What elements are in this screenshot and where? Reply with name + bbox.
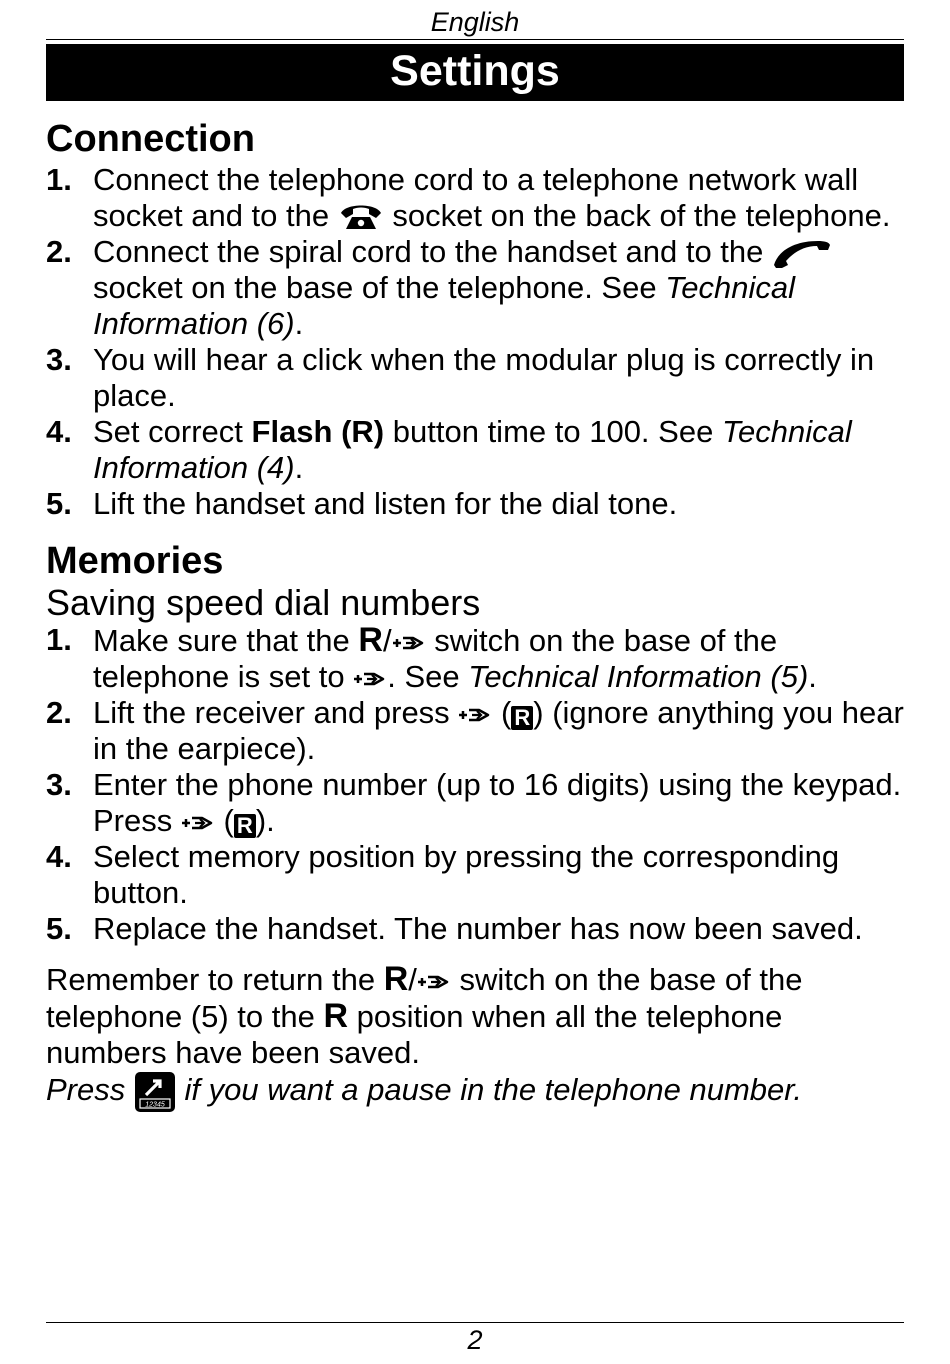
- list-item: [46, 695, 904, 767]
- page-number: 2: [467, 1325, 483, 1355]
- note-text: position when all the telephone numbers have been saved.: [46, 999, 783, 1070]
- step-number: 5.: [46, 911, 72, 946]
- step-text: (: [500, 695, 512, 730]
- step-text: socket on the base of the telephone. See: [93, 270, 657, 305]
- cross-reference: Technical Information (6): [93, 270, 796, 341]
- note-text: switch on the base of the telephone (5) to the: [46, 962, 803, 1034]
- note-text: if you want a pause in the telephone number.: [184, 1072, 803, 1108]
- handset-icon: [772, 239, 832, 269]
- note-text: Press: [46, 1072, 126, 1108]
- header-rule: [46, 39, 904, 40]
- step-text: Connect the telephone cord to a telephone network wall socket and to the: [93, 162, 859, 233]
- memories-steps: [46, 622, 904, 947]
- step-text: Select memory position by pressing the corresponding button.: [93, 839, 840, 910]
- list-item: [46, 162, 904, 234]
- step-number: 4.: [46, 414, 72, 449]
- step-number: 2.: [46, 234, 72, 269]
- list-item: [46, 342, 904, 414]
- step-text: Lift the handset and listen for the dial tone.: [93, 486, 678, 521]
- memory-arrow-icon: [181, 811, 215, 835]
- pause-key-label: 12345: [145, 1101, 165, 1109]
- step-text: ) (ignore anything you hear in the earpiece).: [93, 695, 904, 766]
- step-text: Replace the handset. The number has now been saved.: [93, 911, 863, 946]
- step-number: 3.: [46, 767, 72, 802]
- note-text: Remember to return the: [46, 962, 376, 997]
- step-text: button time to 100. See: [392, 414, 714, 449]
- slash: /: [382, 623, 392, 658]
- step-number: 1.: [46, 162, 72, 197]
- r-letter-icon: R: [383, 960, 409, 998]
- step-text: switch on the base of the telephone is set to: [93, 623, 778, 694]
- punctuation: .: [808, 659, 817, 694]
- language-label: English: [430, 7, 520, 37]
- step-text: Connect the spiral cord to the handset and to the: [93, 234, 764, 269]
- connection-section: [46, 116, 904, 522]
- pause-key-icon: [134, 1071, 176, 1113]
- step-number: 3.: [46, 342, 72, 377]
- list-item: [46, 839, 904, 911]
- punctuation: .: [294, 306, 304, 341]
- step-number: 1.: [46, 622, 72, 657]
- step-text: Set correct: [93, 414, 243, 449]
- memory-arrow-icon: [417, 970, 451, 994]
- step-text: Lift the receiver and press: [93, 695, 450, 730]
- remember-note: [46, 961, 904, 1071]
- list-item: [46, 486, 904, 522]
- list-item: [46, 414, 904, 486]
- telephone-socket-icon: [338, 203, 384, 233]
- memory-arrow-icon: [353, 667, 387, 691]
- r-key-icon: R: [234, 814, 256, 838]
- memories-section: [46, 538, 904, 1113]
- punctuation: .: [294, 450, 304, 485]
- memory-arrow-icon: [392, 631, 426, 655]
- page-title: Settings: [46, 44, 904, 101]
- footer-rule: [46, 1322, 904, 1323]
- pause-note: [46, 1071, 904, 1113]
- slash: /: [408, 962, 417, 997]
- step-text: ).: [255, 803, 275, 838]
- connection-heading: Connection: [46, 118, 255, 160]
- step-text: (: [223, 803, 234, 838]
- step-number: 5.: [46, 486, 72, 521]
- memory-arrow-icon: [458, 703, 492, 727]
- r-letter-icon: R: [358, 621, 383, 659]
- cross-reference: Technical Information (4): [93, 414, 852, 485]
- step-text: Enter the phone number (up to 16 digits) using the keypad. Press: [93, 767, 902, 838]
- manual-page: [46, 0, 904, 1364]
- step-text: socket on the back of the telephone.: [392, 198, 891, 233]
- step-number: 4.: [46, 839, 72, 874]
- step-text: . See: [387, 659, 460, 694]
- list-item: [46, 767, 904, 839]
- list-item: [46, 911, 904, 947]
- list-item: [46, 234, 904, 342]
- step-text: You will hear a click when the modular plug is correctly in place.: [93, 342, 875, 413]
- r-letter-icon: R: [323, 997, 349, 1035]
- connection-steps: [46, 162, 904, 522]
- step-text: Make sure that the: [93, 623, 350, 658]
- content: [46, 116, 904, 1113]
- memories-heading: Memories: [46, 540, 224, 582]
- r-key-icon: R: [511, 706, 533, 730]
- list-item: [46, 622, 904, 695]
- flash-button-label: Flash (R): [251, 414, 385, 449]
- step-number: 2.: [46, 695, 72, 730]
- memories-subheading: Saving speed dial numbers: [46, 582, 481, 623]
- cross-reference: Technical Information (5): [468, 659, 809, 694]
